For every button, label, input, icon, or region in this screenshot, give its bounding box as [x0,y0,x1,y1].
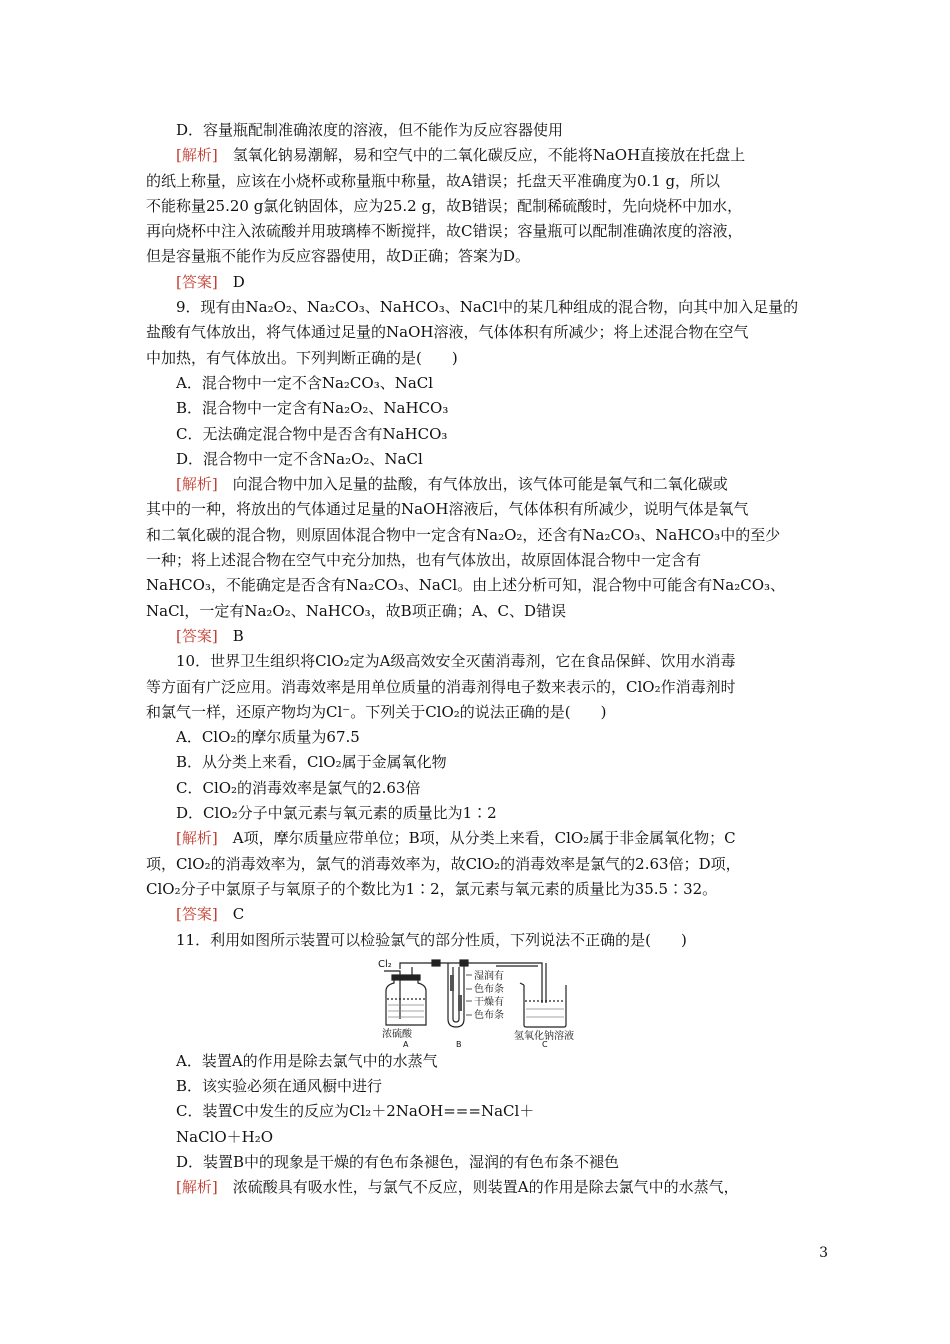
bottle-a [386,977,426,1025]
document-body [146,118,814,1201]
q9-option-d: D．混合物中一定不含Na₂O₂、NaCl [176,449,423,468]
answer-tag: [答案] [176,626,218,645]
q8-option-d: D．容量瓶配制准确浓度的溶液，但不能作为反应容器使用 [176,121,564,139]
letter-a: A [403,1039,409,1047]
q9-stem-line: 9．现有由Na₂O₂、Na₂CO₃、NaHCO₃、NaCl中的某几种组成的混合物，向其中加入足量的 [176,298,799,317]
q10-option-d: D．ClO₂分子中氯元素与氧元素的质量比为1∶2 [176,804,497,823]
q11-option-d: D．装置B中的现象是干燥的有色布条褪色，湿润的有色布条不褪色 [176,1152,620,1171]
q9-option-b: B．混合物中一定含有Na₂O₂、NaHCO₃ [176,399,449,418]
analysis-tag: [解析] [176,146,218,165]
apparatus-diagram [374,955,614,1047]
gas-label: Cl₂ [378,958,392,970]
q10-answer: [答案] C [176,905,245,924]
page-number: 3 [819,1245,828,1261]
wet-label-2: 色布条 [474,983,504,995]
q10-option-c: C．ClO₂的消毒效率是氯气的2.63倍 [176,778,421,797]
q10-stem-line: 10．世界卫生组织将ClO₂定为A级高效安全灭菌消毒剂，它在食品保鲜、饮用水消毒 [176,652,736,671]
q9-analysis-line: 其中的一种，将放出的气体通过足量的NaOH溶液后，气体体积有所减少，说明气体是氧气 [146,500,749,519]
dry-strip [458,995,462,1011]
q9-option-c: C．无法确定混合物中是否含有NaHCO₃ [176,424,448,443]
q11-option-a: A．装置A的作用是除去氯气中的水蒸气 [176,1051,438,1070]
bottle-a-stopper [392,975,420,980]
tube-joint-1 [432,960,440,966]
dry-label-1: 干燥有 [474,996,504,1008]
q10-option-a: A．ClO₂的摩尔质量为67.5 [176,728,360,747]
letter-b: B [456,1039,462,1047]
q9-analysis-line: NaHCO₃，不能确定是否含有Na₂CO₃、NaCl。由上述分析可知，混合物中可能含有Na₂CO₃、 [146,576,786,595]
q9-analysis-line: 一种；将上述混合物在空气中充分加热，也有气体放出，故原固体混合物中一定含有 [146,551,702,570]
acid-fill [388,1005,424,1017]
q11-option-c: C．装置C中发生的反应为Cl₂＋2NaOH===NaCl＋ [176,1102,535,1121]
wet-strip [450,975,454,991]
analysis-tag: [解析] [176,475,218,494]
label-a: 浓硫酸 [382,1028,412,1040]
q10-analysis-line: [解析] A项，摩尔质量应带单位；B项，从分类上来看，ClO₂属于非金属氧化物；C [176,829,736,848]
beaker-c [524,985,566,1027]
q9-analysis-line: [解析] 向混合物中加入足量的盐酸，有气体放出，该气体可能是氧气和二氧化碳或 [176,475,728,494]
q10-stem-line: 和氯气一样，还原产物均为Cl⁻。下列关于ClO₂的说法正确的是( ) [146,702,607,721]
q8-answer: [答案] D [176,272,245,291]
q10-option-b: B．从分类上来看，ClO₂属于金属氧化物 [176,753,447,772]
q9-stem-line: 盐酸有气体放出，将气体通过足量的NaOH溶液，气体体积有所减少；将上述混合物在空气 [146,323,749,342]
q9-analysis-line: NaCl，一定有Na₂O₂、NaHCO₃，故B项正确；A、C、D错误 [146,601,567,620]
q10-stem-line: 等方面有广泛应用。消毒效率是用单位质量的消毒剂得电子数来表示的，ClO₂作消毒剂时 [146,677,736,696]
answer-tag: [答案] [176,905,218,924]
q11-analysis-line: [解析] 浓硫酸具有吸水性，与氯气不反应，则装置A的作用是除去氯气中的水蒸气， [176,1178,739,1197]
q8-analysis-line: 的纸上称量，应该在小烧杯或称量瓶中称量，故A错误；托盘天平准确度为0.1 g，所以 [146,171,721,190]
q11-stem: 11．利用如图所示装置可以检验氯气的部分性质，下列说法不正确的是( ) [176,930,687,949]
q10-analysis-line: ClO₂分子中氯原子与氧原子的个数比为1∶2，氯元素与氧元素的质量比为35.5∶32。 [146,879,718,898]
apparatus-figure [146,955,814,1047]
q9-answer: [答案] B [176,626,244,645]
analysis-tag: [解析] [176,1178,218,1197]
q9-stem-line: 中加热，有气体放出。下列判断正确的是( ) [146,348,458,367]
q8-analysis-line: 再向烧杯中注入浓硫酸并用玻璃棒不断搅拌，故C错误；容量瓶可以配制准确浓度的溶液， [146,222,743,241]
q8-analysis-line: 但是容量瓶不能作为反应容器使用，故D正确；答案为D。 [146,247,531,266]
q11-option-b: B．该实验必须在通风橱中进行 [176,1077,383,1096]
analysis-tag: [解析] [176,829,218,848]
dry-label-2: 色布条 [474,1009,504,1021]
q11-option-c-cont: NaClO＋H₂O [176,1127,274,1146]
answer-tag: [答案] [176,272,218,291]
q10-analysis-line: 项，ClO₂的消毒效率为，氯气的消毒效率为，故ClO₂的消毒效率是氯气的2.63倍；D项， [146,854,741,873]
q9-analysis-line: 和二氧化碳的混合物，则原固体混合物中一定含有Na₂O₂，还含有Na₂CO₃、NaHCO₃中的至少 [146,525,781,544]
wet-label-1: 湿润有 [474,970,504,982]
letter-c: C [542,1039,548,1047]
q8-analysis-line: [解析] 氢氧化钠易潮解，易和空气中的二氧化碳反应，不能将NaOH直接放在托盘上 [176,146,746,165]
label-c: 氢氧化钠溶液 [514,1030,574,1042]
q9-option-a: A．混合物中一定不含Na₂CO₃、NaCl [176,373,434,392]
q8-analysis-line: 不能称量25.20 g氯化钠固体，应为25.2 g，故B错误；配制稀硫酸时，先向烧杯中加水， [146,196,743,215]
